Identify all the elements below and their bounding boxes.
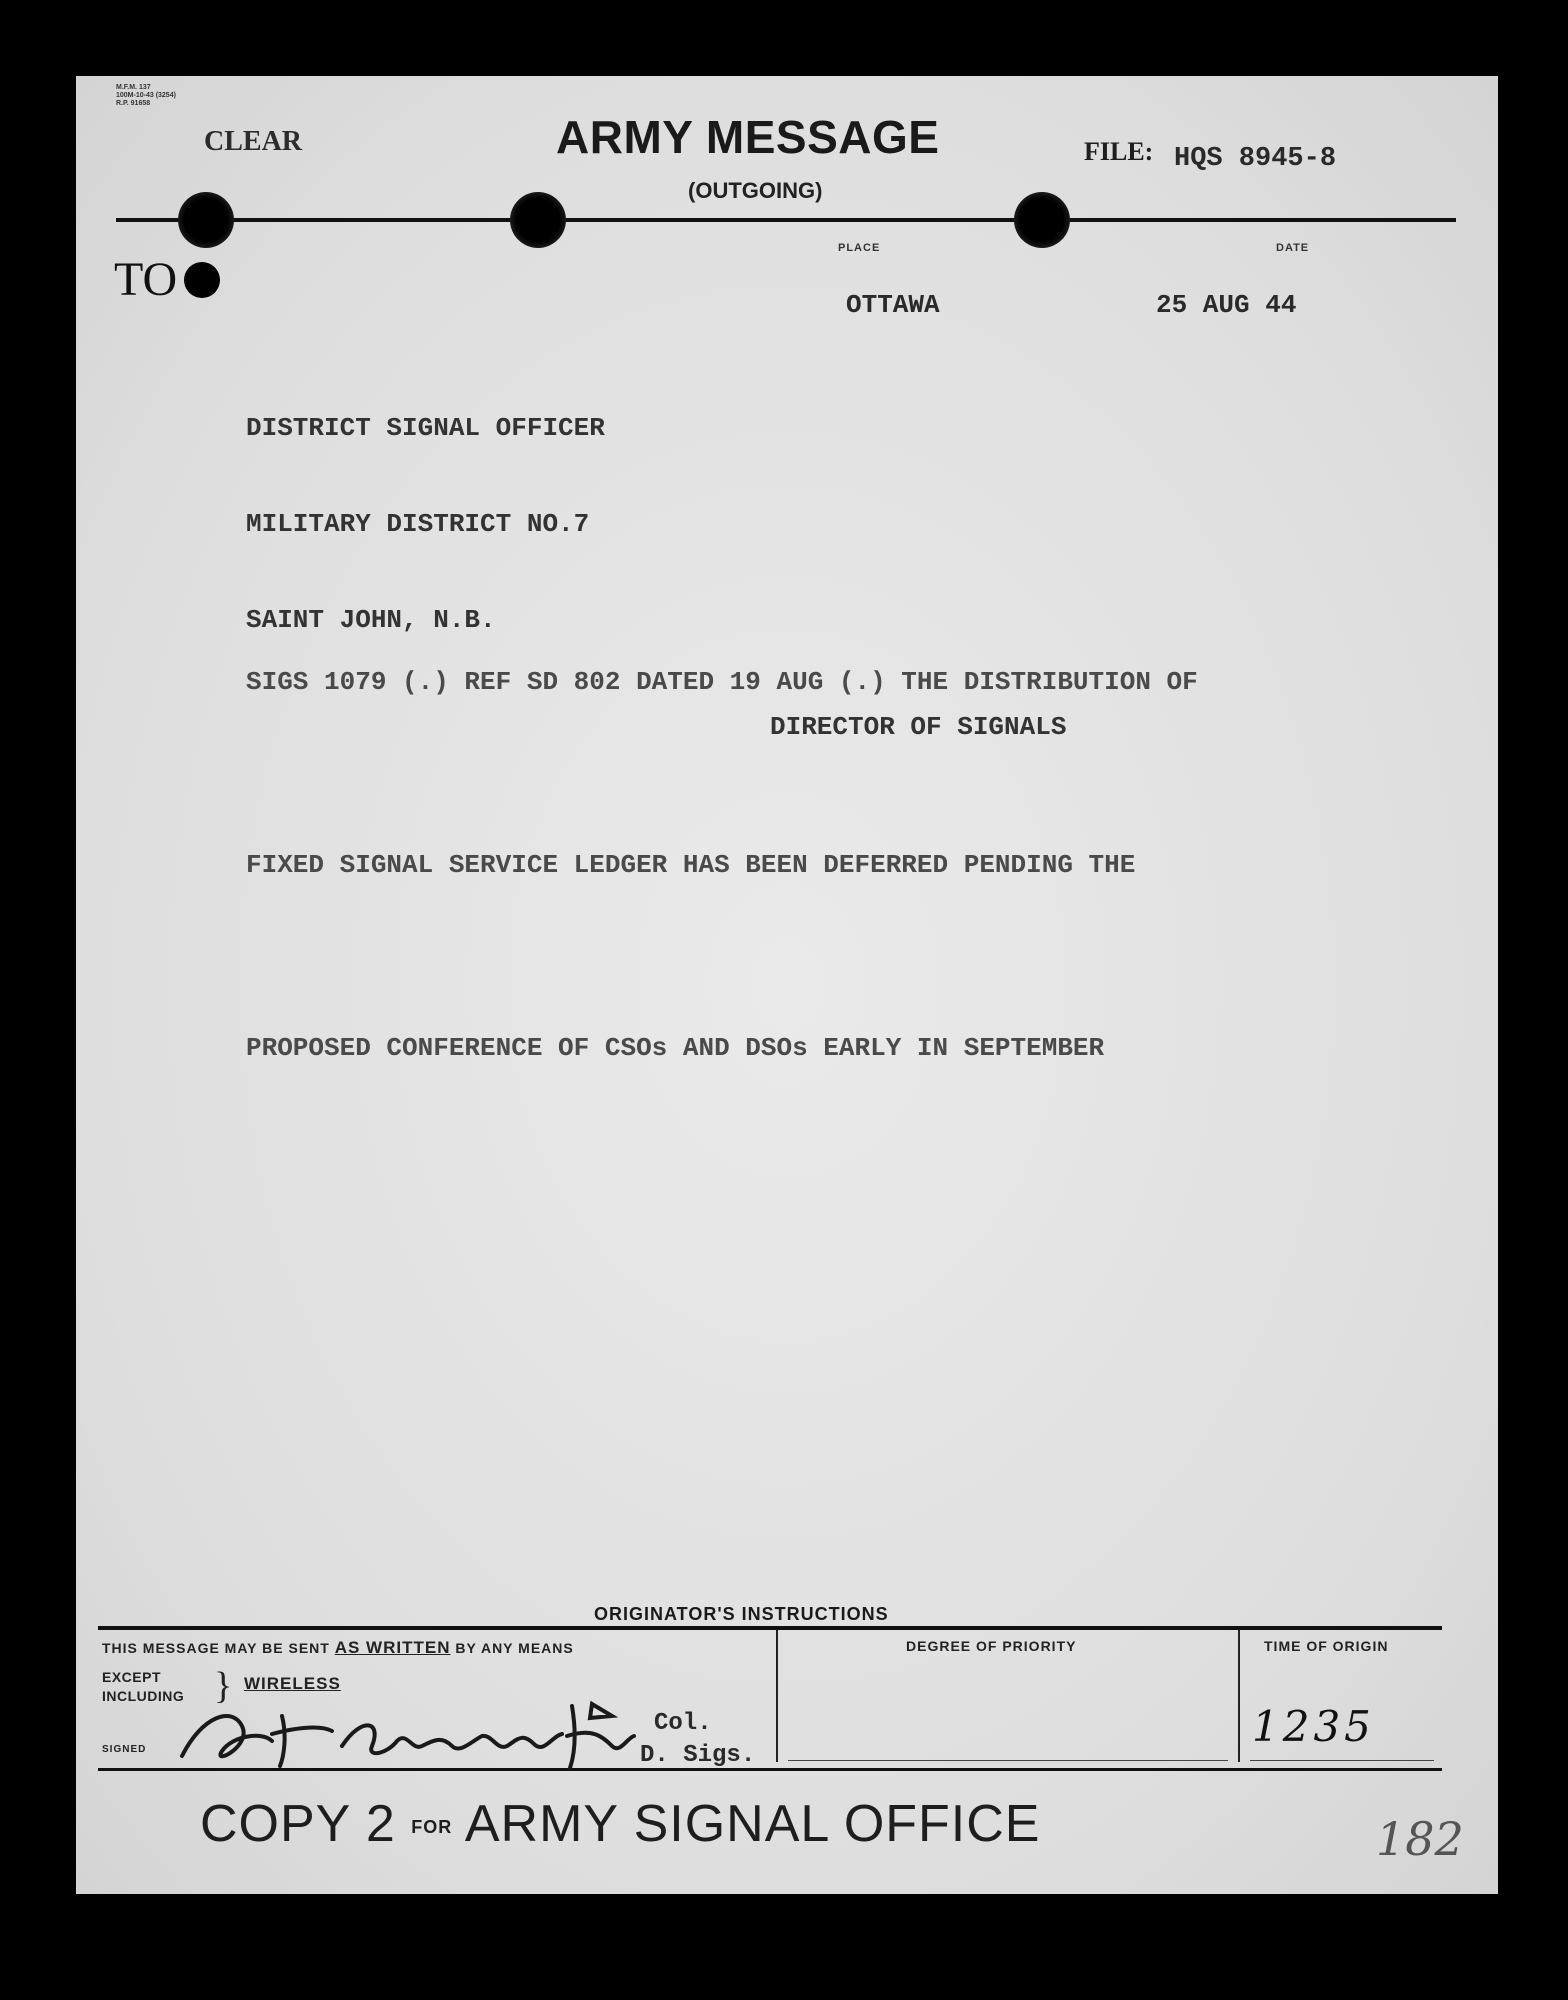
originator-line: DIRECTOR OF SIGNALS: [770, 712, 1067, 742]
signer-appointment: D. Sigs.: [640, 1742, 756, 1769]
message-line: FIXED SIGNAL SERVICE LEDGER HAS BEEN DEFERRED PENDING THE: [246, 850, 1136, 880]
time-of-origin-label: TIME OF ORIGIN: [1264, 1638, 1389, 1654]
note-suffix: BY ANY MEANS: [455, 1640, 574, 1656]
time-of-origin-value: 1235: [1252, 1702, 1375, 1751]
handwritten-signature: [172, 1696, 692, 1776]
signed-label: SIGNED: [102, 1744, 147, 1755]
signer-rank: Col.: [654, 1710, 712, 1737]
file-number: HQS 8945-8: [1174, 144, 1337, 174]
except-label: EXCEPT: [102, 1669, 162, 1685]
place-label: PLACE: [838, 242, 881, 254]
brace-glyph: }: [214, 1665, 233, 1707]
form-title: ARMY MESSAGE: [556, 111, 940, 163]
note-emphasis: AS WRITTEN: [334, 1638, 451, 1657]
message-line: SIGS 1079 (.) REF SD 802 DATED 19 AUG (.) THE DISTRIBUTION OF: [246, 667, 1198, 697]
message-line: PROPOSED CONFERENCE OF CSOs AND DSOs EARLY IN SEPTEMBER: [246, 1033, 1105, 1063]
column-divider: [1238, 1630, 1240, 1762]
date-value: 25 AUG 44: [1156, 290, 1297, 320]
copy-for: FOR: [411, 1816, 453, 1837]
header-rule: [116, 218, 1456, 222]
including-label: INCLUDING: [102, 1688, 185, 1704]
send-instructions: [102, 1638, 574, 1658]
instructions-top-rule: [98, 1626, 1442, 1630]
form-code: M.F.M. 137: [116, 84, 151, 91]
copy-suffix: ARMY SIGNAL OFFICE: [464, 1795, 1041, 1853]
addressee-line: DISTRICT SIGNAL OFFICER: [246, 413, 605, 443]
instructions-title: ORIGINATOR'S INSTRUCTIONS: [594, 1604, 889, 1624]
note-prefix: THIS MESSAGE MAY BE SENT: [102, 1640, 330, 1656]
priority-label: DEGREE OF PRIORITY: [906, 1638, 1077, 1654]
time-underline: [1250, 1760, 1434, 1761]
punch-hole: [1014, 192, 1070, 248]
place-value: OTTAWA: [846, 290, 940, 320]
addressee-line: SAINT JOHN, N.B.: [246, 605, 496, 635]
punch-hole: [178, 192, 234, 248]
date-label: DATE: [1276, 242, 1310, 254]
except-value: WIRELESS: [244, 1674, 341, 1693]
to-label: TO: [114, 253, 178, 306]
copy-designation: [200, 1794, 1040, 1854]
punch-hole: [510, 192, 566, 248]
column-divider: [776, 1630, 778, 1762]
classification-stamp: CLEAR: [204, 126, 303, 157]
punch-hole: [184, 262, 220, 298]
file-label: FILE:: [1084, 137, 1154, 166]
form-subtitle: (OUTGOING): [688, 178, 823, 203]
form-codes: [116, 84, 176, 108]
priority-underline: [788, 1760, 1228, 1761]
form-code: 100M-10-43 (3254): [116, 92, 176, 99]
addressee-line: MILITARY DISTRICT NO.7: [246, 509, 590, 539]
copy-prefix: COPY 2: [200, 1795, 396, 1853]
message-form: [76, 76, 1498, 1894]
form-code: R.P. 91658: [116, 100, 151, 107]
message-body: [246, 530, 1198, 1201]
handwritten-page-number: 182: [1376, 1812, 1464, 1866]
